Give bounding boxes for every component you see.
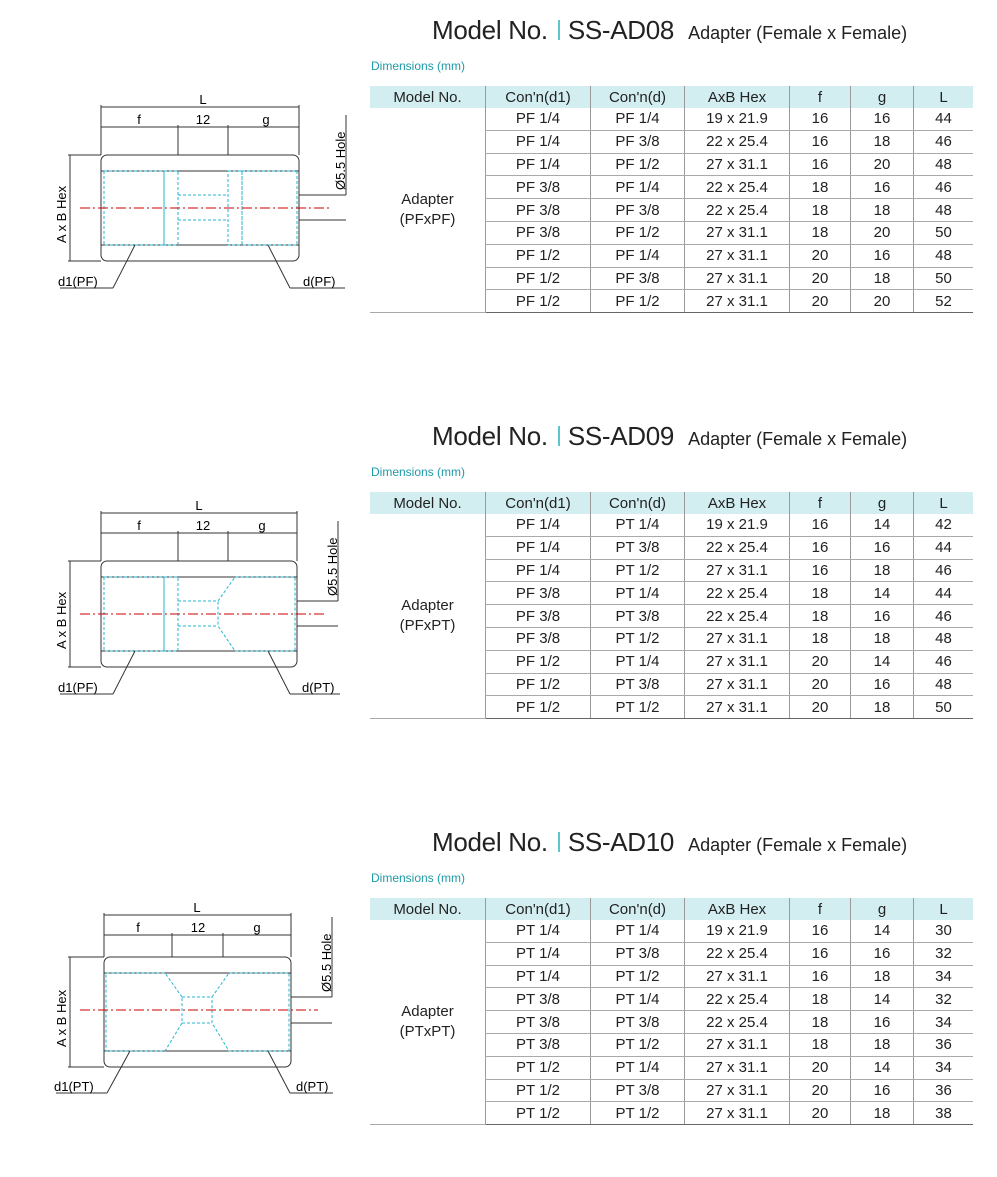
conn-d-cell: PT 1/4 <box>591 1056 685 1079</box>
g-cell: 16 <box>851 244 914 267</box>
title-prefix: Model No. <box>432 421 548 451</box>
hex-label: A x B Hex <box>54 591 69 649</box>
g-cell: 14 <box>851 920 914 942</box>
hex-cell: 22 x 25.4 <box>685 988 790 1011</box>
g-cell: 18 <box>851 1102 914 1125</box>
g-cell: 14 <box>851 1056 914 1079</box>
dim-12-label: 12 <box>190 920 206 935</box>
conn-d1-cell: PT 1/4 <box>486 942 591 965</box>
conn-d-cell: PT 1/4 <box>591 650 685 673</box>
g-cell: 16 <box>851 176 914 199</box>
right-connection-label: d(PT) <box>296 1079 329 1094</box>
hex-cell: 27 x 31.1 <box>685 559 790 582</box>
col-L: L <box>914 86 974 108</box>
f-cell: 20 <box>790 1079 851 1102</box>
conn-d-cell: PT 3/8 <box>591 942 685 965</box>
left-connection-label: d1(PF) <box>58 680 98 695</box>
model-name-cell <box>370 920 486 1125</box>
adapter-drawing <box>40 481 370 706</box>
conn-d1-cell: PT 1/4 <box>486 920 591 942</box>
title-prefix: Model No. <box>432 827 548 857</box>
L-cell: 30 <box>914 920 974 942</box>
dimensions-label: Dimensions (mm) <box>371 465 466 479</box>
L-cell: 48 <box>914 673 974 696</box>
conn-d-cell: PT 1/4 <box>591 514 685 536</box>
conn-d-cell: PT 1/2 <box>591 1033 685 1056</box>
conn-d1-cell: PF 1/4 <box>486 559 591 582</box>
L-cell: 48 <box>914 153 974 176</box>
conn-d-cell: PF 1/4 <box>591 176 685 199</box>
conn-d-cell: PF 1/4 <box>591 108 685 130</box>
col-g: g <box>851 898 914 920</box>
right-connection-label: d(PF) <box>303 274 336 289</box>
L-cell: 46 <box>914 650 974 673</box>
hex-cell: 27 x 31.1 <box>685 221 790 244</box>
product-title <box>432 827 907 858</box>
L-cell: 50 <box>914 696 974 719</box>
title-separator <box>558 426 560 446</box>
model-code: SS-AD08 <box>567 15 675 45</box>
f-cell: 20 <box>790 244 851 267</box>
hex-cell: 27 x 31.1 <box>685 267 790 290</box>
title-prefix: Model No. <box>432 15 548 45</box>
product-description: Adapter (Female x Female) <box>688 835 908 855</box>
hole-label: Ø5.5 Hole <box>333 131 348 190</box>
dim-L-label: L <box>199 92 207 107</box>
conn-d1-cell: PF 1/2 <box>486 650 591 673</box>
conn-d1-cell: PF 3/8 <box>486 199 591 222</box>
col-hex: AxB Hex <box>685 898 790 920</box>
conn-d-cell: PT 1/2 <box>591 965 685 988</box>
f-cell: 20 <box>790 290 851 313</box>
hex-cell: 27 x 31.1 <box>685 244 790 267</box>
table-row <box>370 920 973 942</box>
col-f: f <box>790 898 851 920</box>
col-f: f <box>790 492 851 514</box>
g-cell: 18 <box>851 627 914 650</box>
title-separator <box>558 832 560 852</box>
col-conn-d1: Con'n(d1) <box>486 86 591 108</box>
hex-cell: 22 x 25.4 <box>685 582 790 605</box>
product-block-ad08 <box>0 5 997 365</box>
col-model: Model No. <box>370 86 486 108</box>
g-cell: 18 <box>851 965 914 988</box>
conn-d1-cell: PF 1/2 <box>486 696 591 719</box>
L-cell: 50 <box>914 267 974 290</box>
col-g: g <box>851 492 914 514</box>
conn-d1-cell: PF 3/8 <box>486 176 591 199</box>
conn-d-cell: PF 1/2 <box>591 153 685 176</box>
L-cell: 46 <box>914 130 974 153</box>
L-cell: 32 <box>914 942 974 965</box>
g-cell: 16 <box>851 1011 914 1034</box>
hex-cell: 19 x 21.9 <box>685 108 790 130</box>
f-cell: 16 <box>790 536 851 559</box>
model-name-line2: (PFxPF) <box>399 211 456 229</box>
conn-d-cell: PT 1/4 <box>591 920 685 942</box>
model-name-line1: Adapter <box>401 597 454 615</box>
conn-d1-cell: PF 1/2 <box>486 244 591 267</box>
f-cell: 18 <box>790 582 851 605</box>
right-connection-label: d(PT) <box>302 680 335 695</box>
f-cell: 20 <box>790 1056 851 1079</box>
f-cell: 18 <box>790 605 851 628</box>
hex-cell: 27 x 31.1 <box>685 696 790 719</box>
col-g: g <box>851 86 914 108</box>
dim-f-label: f <box>136 920 140 935</box>
conn-d1-cell: PF 1/4 <box>486 514 591 536</box>
g-cell: 20 <box>851 153 914 176</box>
dim-L-label: L <box>195 498 203 513</box>
conn-d-cell: PT 1/2 <box>591 696 685 719</box>
f-cell: 16 <box>790 514 851 536</box>
conn-d-cell: PF 1/2 <box>591 290 685 313</box>
hex-cell: 27 x 31.1 <box>685 965 790 988</box>
model-name-cell <box>370 514 486 719</box>
dim-12-label: 12 <box>195 518 211 533</box>
L-cell: 50 <box>914 221 974 244</box>
model-code: SS-AD09 <box>567 421 675 451</box>
product-title <box>432 421 907 452</box>
g-cell: 14 <box>851 650 914 673</box>
g-cell: 16 <box>851 605 914 628</box>
dim-g-label: g <box>262 112 270 127</box>
L-cell: 36 <box>914 1033 974 1056</box>
g-cell: 16 <box>851 942 914 965</box>
model-name-line1: Adapter <box>401 1003 454 1021</box>
product-title <box>432 15 907 46</box>
conn-d1-cell: PT 1/2 <box>486 1079 591 1102</box>
model-code: SS-AD10 <box>567 827 675 857</box>
col-hex: AxB Hex <box>685 492 790 514</box>
L-cell: 52 <box>914 290 974 313</box>
dim-L-label: L <box>193 900 201 915</box>
conn-d1-cell: PF 3/8 <box>486 627 591 650</box>
g-cell: 18 <box>851 1033 914 1056</box>
f-cell: 16 <box>790 108 851 130</box>
col-L: L <box>914 898 974 920</box>
conn-d-cell: PF 3/8 <box>591 267 685 290</box>
L-cell: 46 <box>914 605 974 628</box>
conn-d1-cell: PF 1/4 <box>486 536 591 559</box>
f-cell: 16 <box>790 942 851 965</box>
hex-cell: 22 x 25.4 <box>685 199 790 222</box>
hex-cell: 27 x 31.1 <box>685 627 790 650</box>
left-connection-label: d1(PF) <box>58 274 98 289</box>
conn-d1-cell: PF 3/8 <box>486 605 591 628</box>
L-cell: 48 <box>914 244 974 267</box>
f-cell: 18 <box>790 1011 851 1034</box>
model-name-line2: (PTxPT) <box>399 1023 456 1041</box>
col-model: Model No. <box>370 492 486 514</box>
col-hex: AxB Hex <box>685 86 790 108</box>
hex-cell: 22 x 25.4 <box>685 942 790 965</box>
table-row <box>370 514 973 536</box>
left-connection-label: d1(PT) <box>54 1079 94 1094</box>
conn-d-cell: PF 1/2 <box>591 221 685 244</box>
conn-d-cell: PT 3/8 <box>591 536 685 559</box>
product-block-ad09 <box>0 411 997 771</box>
g-cell: 16 <box>851 536 914 559</box>
conn-d-cell: PT 3/8 <box>591 1011 685 1034</box>
g-cell: 14 <box>851 514 914 536</box>
g-cell: 16 <box>851 108 914 130</box>
hex-cell: 27 x 31.1 <box>685 1033 790 1056</box>
conn-d-cell: PT 1/2 <box>591 559 685 582</box>
model-name-cell <box>370 108 486 313</box>
hex-cell: 27 x 31.1 <box>685 290 790 313</box>
g-cell: 18 <box>851 696 914 719</box>
conn-d1-cell: PT 1/2 <box>486 1102 591 1125</box>
conn-d-cell: PF 1/4 <box>591 244 685 267</box>
conn-d1-cell: PF 1/4 <box>486 130 591 153</box>
hex-cell: 27 x 31.1 <box>685 1102 790 1125</box>
adapter-drawing <box>40 75 370 300</box>
dim-g-label: g <box>253 920 261 935</box>
hole-label: Ø5.5 Hole <box>319 933 334 992</box>
g-cell: 16 <box>851 673 914 696</box>
f-cell: 16 <box>790 153 851 176</box>
dim-f-label: f <box>137 112 141 127</box>
L-cell: 44 <box>914 536 974 559</box>
col-conn-d: Con'n(d) <box>591 492 685 514</box>
spec-table <box>370 492 973 719</box>
L-cell: 44 <box>914 582 974 605</box>
L-cell: 32 <box>914 988 974 1011</box>
conn-d-cell: PT 3/8 <box>591 1079 685 1102</box>
g-cell: 16 <box>851 1079 914 1102</box>
f-cell: 20 <box>790 1102 851 1125</box>
hex-cell: 22 x 25.4 <box>685 130 790 153</box>
g-cell: 14 <box>851 582 914 605</box>
hex-cell: 22 x 25.4 <box>685 1011 790 1034</box>
L-cell: 38 <box>914 1102 974 1125</box>
conn-d-cell: PT 3/8 <box>591 605 685 628</box>
L-cell: 34 <box>914 1011 974 1034</box>
spec-table <box>370 86 973 313</box>
f-cell: 18 <box>790 176 851 199</box>
hex-cell: 27 x 31.1 <box>685 1079 790 1102</box>
conn-d-cell: PT 1/2 <box>591 1102 685 1125</box>
dimensions-label: Dimensions (mm) <box>371 871 466 885</box>
conn-d-cell: PT 1/2 <box>591 627 685 650</box>
f-cell: 20 <box>790 673 851 696</box>
f-cell: 20 <box>790 650 851 673</box>
conn-d-cell: PF 3/8 <box>591 199 685 222</box>
conn-d1-cell: PT 3/8 <box>486 1033 591 1056</box>
f-cell: 16 <box>790 965 851 988</box>
dim-12-label: 12 <box>195 112 211 127</box>
conn-d-cell: PT 1/4 <box>591 582 685 605</box>
col-conn-d1: Con'n(d1) <box>486 492 591 514</box>
title-separator <box>558 20 560 40</box>
g-cell: 18 <box>851 130 914 153</box>
table-row <box>370 108 973 130</box>
hex-cell: 22 x 25.4 <box>685 536 790 559</box>
hex-cell: 27 x 31.1 <box>685 673 790 696</box>
f-cell: 18 <box>790 627 851 650</box>
L-cell: 48 <box>914 627 974 650</box>
col-L: L <box>914 492 974 514</box>
conn-d-cell: PF 3/8 <box>591 130 685 153</box>
dimensions-label: Dimensions (mm) <box>371 59 466 73</box>
g-cell: 14 <box>851 988 914 1011</box>
product-description: Adapter (Female x Female) <box>688 23 908 43</box>
col-f: f <box>790 86 851 108</box>
hex-cell: 27 x 31.1 <box>685 650 790 673</box>
L-cell: 34 <box>914 965 974 988</box>
conn-d1-cell: PF 1/4 <box>486 153 591 176</box>
hex-cell: 22 x 25.4 <box>685 605 790 628</box>
spec-table <box>370 898 973 1125</box>
hex-cell: 19 x 21.9 <box>685 514 790 536</box>
adapter-drawing <box>40 887 370 1112</box>
L-cell: 34 <box>914 1056 974 1079</box>
hex-label: A x B Hex <box>54 989 69 1047</box>
conn-d1-cell: PF 1/2 <box>486 267 591 290</box>
product-block-ad10 <box>0 817 997 1177</box>
conn-d1-cell: PF 3/8 <box>486 221 591 244</box>
dim-g-label: g <box>258 518 266 533</box>
model-name-line1: Adapter <box>401 191 454 209</box>
L-cell: 42 <box>914 514 974 536</box>
hex-label: A x B Hex <box>54 185 69 243</box>
g-cell: 20 <box>851 221 914 244</box>
col-model: Model No. <box>370 898 486 920</box>
L-cell: 36 <box>914 1079 974 1102</box>
g-cell: 18 <box>851 199 914 222</box>
conn-d1-cell: PF 1/4 <box>486 108 591 130</box>
product-description: Adapter (Female x Female) <box>688 429 908 449</box>
g-cell: 20 <box>851 290 914 313</box>
f-cell: 16 <box>790 130 851 153</box>
conn-d-cell: PT 3/8 <box>591 673 685 696</box>
dim-f-label: f <box>137 518 141 533</box>
f-cell: 16 <box>790 559 851 582</box>
conn-d1-cell: PF 1/2 <box>486 673 591 696</box>
col-conn-d: Con'n(d) <box>591 86 685 108</box>
L-cell: 48 <box>914 199 974 222</box>
f-cell: 18 <box>790 1033 851 1056</box>
f-cell: 16 <box>790 920 851 942</box>
g-cell: 18 <box>851 559 914 582</box>
L-cell: 44 <box>914 108 974 130</box>
L-cell: 46 <box>914 559 974 582</box>
hole-label: Ø5.5 Hole <box>325 537 340 596</box>
conn-d-cell: PT 1/4 <box>591 988 685 1011</box>
conn-d1-cell: PF 1/2 <box>486 290 591 313</box>
g-cell: 18 <box>851 267 914 290</box>
col-conn-d1: Con'n(d1) <box>486 898 591 920</box>
conn-d1-cell: PT 3/8 <box>486 1011 591 1034</box>
f-cell: 18 <box>790 988 851 1011</box>
f-cell: 18 <box>790 199 851 222</box>
L-cell: 46 <box>914 176 974 199</box>
conn-d1-cell: PT 3/8 <box>486 988 591 1011</box>
conn-d1-cell: PF 3/8 <box>486 582 591 605</box>
hex-cell: 19 x 21.9 <box>685 920 790 942</box>
hex-cell: 27 x 31.1 <box>685 1056 790 1079</box>
col-conn-d: Con'n(d) <box>591 898 685 920</box>
hex-cell: 27 x 31.1 <box>685 153 790 176</box>
hex-cell: 22 x 25.4 <box>685 176 790 199</box>
f-cell: 20 <box>790 267 851 290</box>
conn-d1-cell: PT 1/4 <box>486 965 591 988</box>
f-cell: 20 <box>790 696 851 719</box>
model-name-line2: (PFxPT) <box>399 617 456 635</box>
f-cell: 18 <box>790 221 851 244</box>
conn-d1-cell: PT 1/2 <box>486 1056 591 1079</box>
